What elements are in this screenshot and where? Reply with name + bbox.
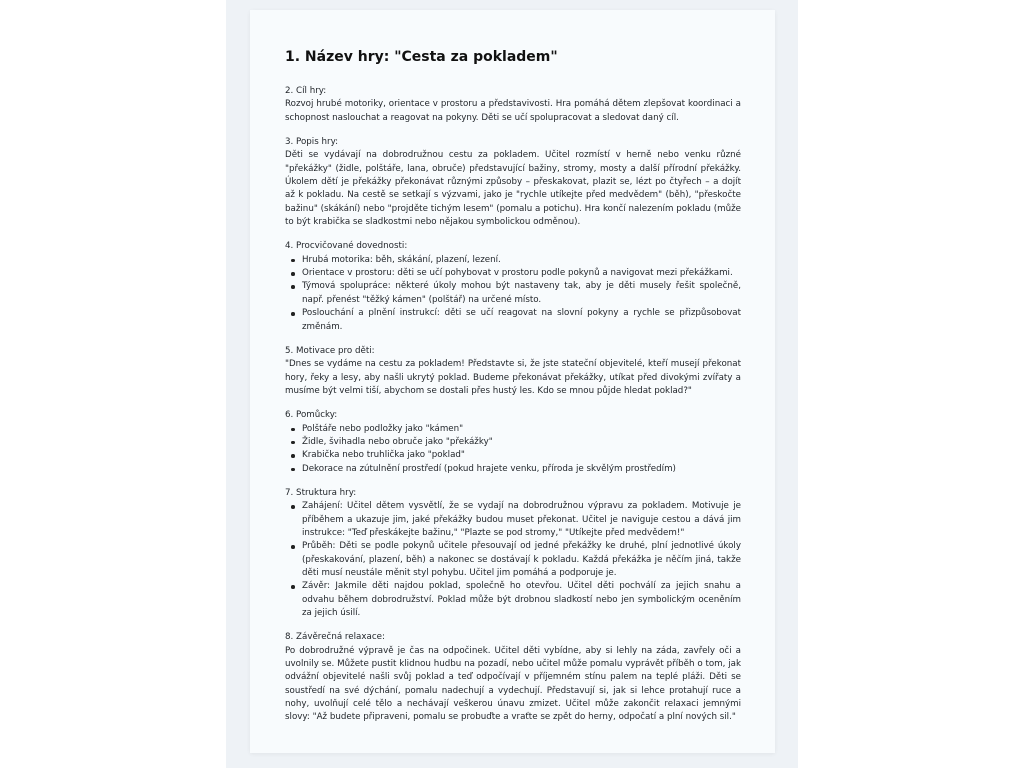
list-item: Týmová spolupráce: některé úkoly mohou být nastaveny tak, aby je děti musely řešit společně, např. přenést "těžký kámen" (polštář) na určené místo. [302,280,741,307]
list-item: Polštáře nebo podložky jako "kámen" [302,423,741,436]
structure-list [285,500,741,620]
section-heading: 2. Cíl hry: [285,86,327,96]
list-item: Orientace v prostoru: děti se učí pohybovat v prostoru podle pokynů a navigovat mezi překážkami. [302,267,741,280]
section-structure [285,487,741,620]
section-text: Děti se vydávají na dobrodružnou cestu za pokladem. Učitel rozmístí v herně nebo venku různé "překážky" (židle, polštáře, lana, obruče) představující bažiny, stromy, mosty a další přírodní překážky. Úkolem dětí je překážky překonávat různými způsoby – přeskakovat, plazit se, lézt po čtyřech – a dojít až k pokladu. Na cestě se setkají s výzvami, jako je "rychle utíkejte před medvědem" (běh), "přeskočte bažinu" (skákání) nebo "projděte tichým lesem" (pomalu a potichu). Hra končí nalezením pokladu (může to být krabička se sladkostmi nebo nějakou symbolickou odměnou). [285,150,741,228]
section-heading: 6. Pomůcky: [285,410,338,421]
tools-list [285,423,741,476]
section-heading: 3. Popis hry: [285,137,339,148]
section-heading: 5. Motivace pro děti: [285,345,375,356]
list-item: Zahájení: Učitel dětem vysvětlí, že se vydají na dobrodružnou výpravu za pokladem. Motivuje je příběhem a ukazuje jim, jaké překážky budou muset překonat. Učitel je naviguje cestou a dává jim instrukce: "Teď přeskákejte bažinu," "Plazte se pod stromy," "Utíkejte před medvědem!" [302,500,741,540]
list-item: Krabička nebo truhlička jako "poklad" [302,449,741,462]
list-item: Poslouchání a plnění instrukcí: děti se učí reagovat na slovní pokyny a rychle se přizpůsobovat změnám. [302,307,741,334]
document-title: 1. Název hry: "Cesta za pokladem" [285,49,558,65]
section-heading: 8. Závěrečná relaxace: [285,632,385,643]
section-text: Po dobrodružné výpravě je čas na odpočinek. Učitel děti vybídne, aby si lehly na záda, zavřely oči a uvolnily se. Můžete pustit klidnou hudbu na pozadí, nebo učitel může pomalu vyprávět příběh o tom, jak odvážní objevitelé našli svůj poklad a teď odpočívají v příjemném stínu palem na teplé pláži. Děti se soustředí na své dýchání, pomalu nadechují a vydechují. Představují si, jak si lehce protahují ruce a nohy, uvolňují celé tělo a nechávají veškerou únavu zmizet. Učitel může zakončit relaxaci jemnými slovy: "Až budete připraveni, pomalu se probuďte a vraťte se zpět do herny, odpočatí a plní nových sil." [285,645,741,723]
list-item: Průběh: Děti se podle pokynů učitele přesouvají od jedné překážky ke druhé, plní jednotlivé úkoly (přeskakování, plazení, běh) a nakonec se dostávají k pokladu. Každá překážka je něčím jiná, takže děti musí neustále měnit styl pohybu. Učitel jim pomáhá a podporuje je. [302,540,741,580]
section-text: "Dnes se vydáme na cestu za pokladem! Představte si, že jste stateční objevitelé, kteří musejí překonat hory, řeky a lesy, aby našli ukrytý poklad. Budeme překonávat překážky, utíkat před divokými zvířaty a musíme být velmi tiší, abychom se dostali přes hustý les. Kdo se mnou půjde hledat poklad?" [285,359,741,396]
section-heading: 4. Procvičované dovednosti: [285,241,408,252]
list-item: Židle, švihadla nebo obruče jako "překážky" [302,436,741,449]
list-item: Závěr: Jakmile děti najdou poklad, společně ho otevřou. Učitel děti pochválí za jejich snahu a odvahu během dobrodružství. Poklad může být drobnou sladkostí nebo jen symbolickým oceněním za jejich úsilí. [302,580,741,620]
section-text: Rozvoj hrubé motoriky, orientace v prostoru a představivosti. Hra pomáhá dětem zlepšovat koordinaci a schopnost naslouchat a reagovat na pokyny. Děti se učí spolupracovat a sledovat daný cíl. [285,99,741,123]
section-motivation [285,345,741,398]
skills-list [285,254,741,334]
document-page [250,10,775,753]
list-item: Hrubá motorika: běh, skákání, plazení, lezení. [302,254,741,267]
list-item: Dekorace na zútulnění prostředí (pokud hrajete venku, příroda je skvělým prostředím) [302,463,741,476]
section-relaxation [285,631,741,724]
section-goal [285,85,741,125]
section-description [285,136,741,229]
section-heading: 7. Struktura hry: [285,487,357,498]
section-skills [285,240,741,333]
section-tools [285,409,741,476]
